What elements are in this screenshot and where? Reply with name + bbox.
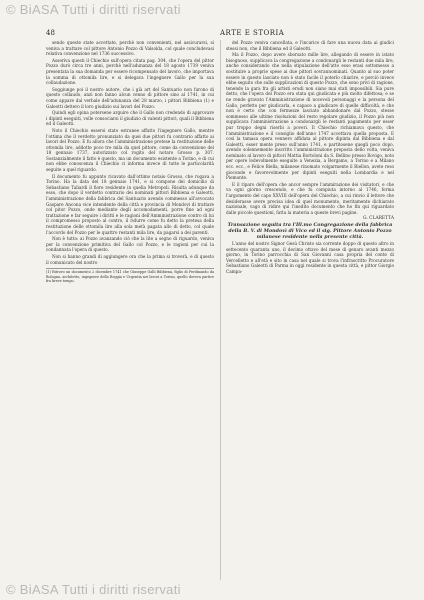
paragraph: del Pozzo veniva cancellata, e l'incarico di fare una nuova data ai giudici stessi non, che il Bibbiena ed il Galeotti.: [226, 40, 394, 51]
footnote: (1) Ritrovo un documento 2 dicembre 1741 che Giuseppe Galli Bibbiena, figlio di Ferdinando da Bologna, architetto, ingegnere della Reggia e Urgentia nei lavori a Torino, quello doveva partire fra breve tempo.: [46, 270, 214, 283]
watermark-top: © BiASA Tutti i diritti riservati: [6, 2, 181, 17]
paragraph: Quindi egli opina potersene arguire che il Gallo non credendo di approvare i dipinti eseguiti, volle consociarsi il giudizio di valenti pittori, quali il Bibbiena ed il Galeotti.: [46, 110, 214, 127]
paragraph: Asseriva questi il Chiechio sull'opera citata pag. 304, che l'opera del pittor Pozzo durò circa tre anni, perchè nell'adunanza del 18 agosto 1739 veniva presentata la sua domanda per essere ricompensato del lavoro, che importava la somma di ottomila lire, e si delegava l'ingegnere Gallo per la sua collaudazione.: [46, 57, 214, 86]
left-column: [46, 40, 214, 283]
paragraph: E il riparo dell'opera che ancor sempre l'ammirazione dei visitatori, e che va ogni giorno crescendo, e che fu compiuta intorno al 1746, forma l'argomento del capo XXVIII dell'opera del Chiechio, a cui rinvio il lettore che desiderasse avere precisa idea di quel monumento, meritamente dichiarato nazionale, vago di ridire qui l'inedito documento che ho fin qui riguardato dalle piccole questioni, fatta la materia a queste brevi pagine.: [226, 181, 394, 215]
paragraph: Non è tutto: ai Pozzo avanzando ciò che la lite a segno di riguardo, veniva per la convenzione primitiva del Gallo col Pozzo, e le ragioni per cui la condannata l'opera di questo.: [46, 236, 214, 253]
paragraph: Soggiunge poi il nostro autore, che i già art del Santuario non furono di questo collaudo, anzi non fanno alcun cenno di pittore sino al 1741, in cui come appare dal verbale dell'adunanza del 28 marzo, i pittori Bibbiena (1) e Galeotti dettero il loro giudizio sui lavori del Pozzo.: [46, 86, 214, 109]
paragraph: sendo queste state accettate, perchè non convenienti, nel assicurarsi, si veniva a trattare col pittore Antonio Pozzo di Valsolda, col quale concludevasi relativa convenzione nel 1736 successivo.: [46, 40, 214, 57]
paragraph: Il documento fu appunto ricavato dall'ottimo notaio Grosso, che rogava a Torino. Ha la data del 18 gennaio 1741, e si compone dei domicilio di Sebastiano Taliardi il fiore residente in quella Metropoli. Risulta adunque da esso, che dopo il verdetto contrario dei nominati pittori Bibbiena e Galeotti, l'amministrazione della fabbrica del Santuario avendo commesso all'avvocato Gaspare Ancona vice intendente della città e provincia di Mondovì di trattare col pitor Pozzo, onde mediante degli accomodamenti, porre fine ad ogni trattazione e far seguire i diritti e le ragioni dell'Amministrazione contro di lui il compromesso proposto al contro, il ridurre come fu detto la pretesa della restituzione delle ottomila lire alla sola metà pagata allo di detto, col quale l'accordo del Pozzo per le quattro restanti mila lire, da pagarsi a dei parenti.: [46, 173, 214, 235]
author-signature: G. CLARETTA: [363, 216, 394, 222]
paragraph: Ma il Pozzo, dopo avere sborsato mille lire, allegando di essere in istato bisognoso, supplicava la congregazione a condonargli le restanti due mila lire, anche considerando che nella stipulazione dell'atto esso erasi sottomesso a sostituire a proprie spese ai due pittori sovrannominati. Quanto al suo poter essere in questo lasciato non è stato facile il poterlo chiarire, e perciò invece ebbe seguito che sulle supplicazioni di questo Pozzo, che sono privi di ragione, tenendo la gara fra gli artisti erudi non siano mai stati impossibili. Sia pure detto, che l'opera del Pozzo era stata qui giudicata e più molto difettosa; e se ne rende gravato l'Amministrazione di nocevoli personaggi e la persona del Gallo, perfetto per giudicarla, e capace a giudicare di quelle difficoltà, e che non è certo che con fermezze lasciato abbandonare dal Pozzo, stesse sommesso alle ultime risoluzioni del resto regolare giudizio, il Pozzo più non supplicava l'amministrazione a condonargli le restanti pagamento per esser pur troppo degni riserbi a poveri. Il Chiechio richiamava questo, che l'amministrazione e il consiglio dell'anno 1747 accettava quella proposta. E così la tamasa opera vennero affidata al pittore dipinta dal Bibbiena e dal Galeotti, esser mente preso sull'anno 1741, e partitosene quegli poco dopo, avendo solennemente inscritto l'amministrazione preposta dello volta, veniva nominato al lavoro di pittori Mattia Bortoloni da S. Bellino presso Rovigo, noto per opere lodevolmente eseguite a Venezia, a Bergamo, a Torino e a Milano ecc. ecc., e Felice Biella, milanese rinomato volgarmente il Biellon, avete reso gioconde e favorevolmente per dipinti eseguiti nella Lombardia e nel Piemonte.: [226, 52, 394, 181]
column-divider: [220, 40, 221, 580]
running-title: ARTE E STORIA: [220, 29, 285, 37]
page-number: 48: [46, 29, 55, 37]
watermark-bottom: © BiASA Tutti i diritti riservati: [6, 582, 181, 597]
section-subheading: Transazione seguita tra l'Ill.mo Congregazione della fabbrica della B. V. di Mondovì di Vico ed il sig. Pittore Antonio Pozzo milanese residente nella presente città.: [227, 222, 393, 240]
paragraph: Noto il Chiechio essersi stato estranee affatto l'ingegnere Gallo, mentre l'ottima che il verdetto pronunziato da quei due pittori fu contrario affatto ai lavori del Pozzo. E fu allora che l'amministrazione pretese la restituzione delle ottomila lire, addotte poco tre mila da quel pittore, come da convenzione del 18 gennaio 1737, autorizzato col rogito del notaro Grosso p. 307. Sostanzialmente il fatto è questo, ma un documento esistente a Torino, e di cui non ebbe conoscenza il Chiechio ci informa invece di tutte le particolarità seguite a quel riguardo.: [46, 127, 214, 173]
right-column: [226, 40, 394, 276]
paragraph: Non si hanno grandi di aggiungere ora che la prima si troverà, e di questo il comunicato del nostro: [46, 253, 214, 265]
paragraph: L'anno del nostro Signor Gesù Christo sia corrente doppo di questo altro in settecento quaranta uno, il decimo ottavo del mese di genaro avanti mezzo giorno, in Torino parrocchia di San Giovanni casa propria del conte di Vercelletto e all'età e sito in casa nel quale si trova l'infrascritto Procuratore Sebastiano Galeotti di Parma in oggi residente in questa città, e pittor Giorgio Campa-: [226, 241, 394, 274]
